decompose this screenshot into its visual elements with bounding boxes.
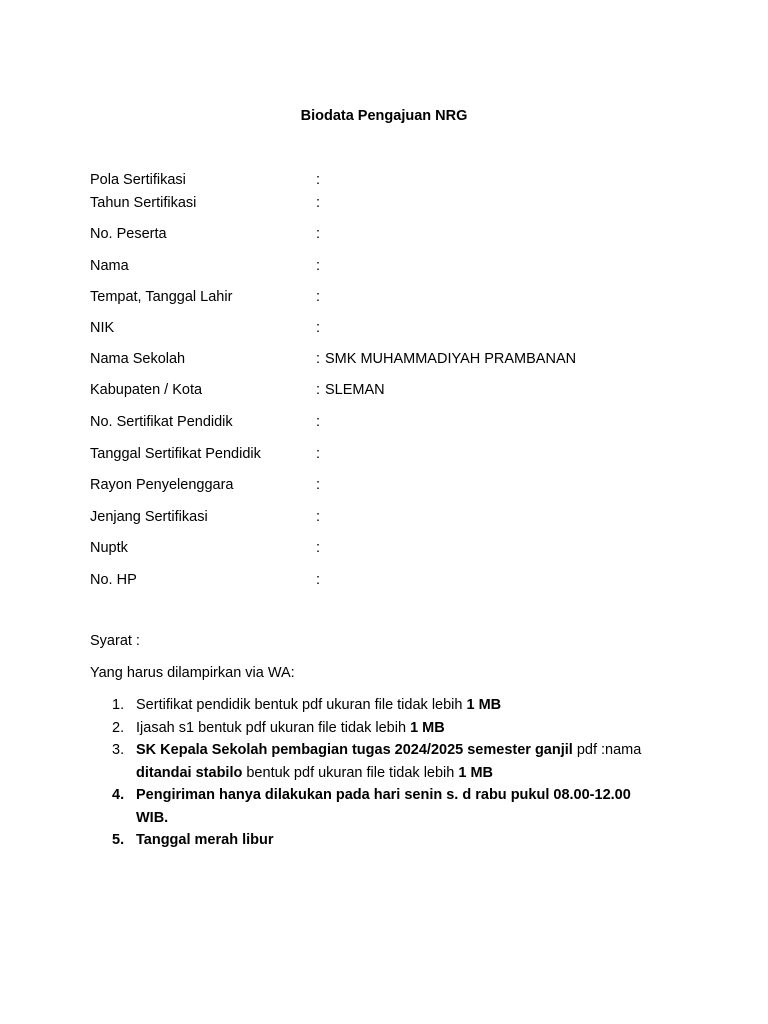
field-label: Tanggal Sertifikat Pendidik [90, 446, 261, 462]
field-colon: : [316, 477, 321, 493]
field-label: Nama Sekolah [90, 351, 186, 367]
list-item-bold: 1 MB [466, 697, 502, 713]
list-item-bold: Pengiriman hanya dilakukan pada hari senin s. d rabu pukul 08.00-12.00 [136, 787, 631, 803]
requirements-heading: Syarat : [90, 633, 140, 649]
list-item-bold: 1 MB [458, 764, 494, 781]
field-colon: : [316, 258, 321, 274]
field-label: No. HP [90, 572, 137, 588]
field-label: Tempat, Tanggal Lahir [90, 289, 233, 305]
field-kabupaten-kota [90, 380, 690, 400]
field-rayon-penyelenggara [90, 475, 690, 495]
list-item-number: 1. [112, 697, 125, 713]
field-colon: : [316, 446, 321, 462]
field-nama-sekolah [90, 349, 690, 369]
list-item-text: pdf :nama [572, 742, 642, 758]
field-colon: : [316, 414, 321, 430]
field-nama [90, 256, 690, 276]
field-value: SLEMAN [325, 382, 385, 398]
field-pola-sertifikasi [90, 170, 690, 190]
list-item-bold: WIB. [136, 809, 169, 826]
requirements-intro: Yang harus dilampirkan via WA: [90, 665, 295, 681]
field-colon: : [316, 351, 321, 367]
field-colon: : [316, 572, 321, 588]
list-item-text: Ijasah s1 bentuk pdf ukuran file tidak lebih [136, 719, 411, 736]
field-label: No. Sertifikat Pendidik [90, 414, 233, 430]
field-nik [90, 318, 690, 338]
field-label: Kabupaten / Kota [90, 382, 203, 398]
list-item-bold: SK Kepala Sekolah pembagian tugas 2024/2025 semester ganjil [136, 742, 573, 758]
field-label: Rayon Penyelenggara [90, 477, 234, 493]
field-label: Pola Sertifikasi [90, 172, 186, 188]
list-item [90, 739, 690, 784]
field-label: Jenjang Sertifikasi [90, 509, 208, 525]
list-item-bold: ditandai stabilo [136, 764, 243, 781]
list-item-number: 5. [112, 832, 125, 848]
list-item-number: 4. [112, 787, 125, 803]
field-label: Nama [90, 258, 129, 274]
field-label: Tahun Sertifikasi [90, 195, 197, 211]
list-item-text: bentuk pdf ukuran file tidak lebih [242, 764, 459, 781]
list-item [90, 829, 690, 852]
field-colon: : [316, 226, 321, 242]
list-item-text: Sertifikat pendidik bentuk pdf ukuran file tidak lebih [136, 697, 467, 713]
list-item-bold: 1 MB [410, 719, 445, 736]
field-no-hp [90, 570, 690, 590]
list-item-number: 3. [112, 742, 125, 758]
field-value: SMK MUHAMMADIYAH PRAMBANAN [325, 351, 577, 367]
field-colon: : [316, 540, 321, 556]
list-item [90, 717, 690, 740]
field-colon: : [316, 382, 321, 398]
field-tanggal-sertifikat-pendidik [90, 444, 690, 464]
field-tempat-tanggal-lahir [90, 287, 690, 307]
field-colon: : [316, 195, 321, 211]
field-colon: : [316, 509, 321, 525]
document-title: Biodata Pengajuan NRG [300, 108, 468, 124]
field-label: NIK [90, 320, 115, 336]
field-colon: : [316, 320, 321, 336]
field-no-sertifikat-pendidik [90, 412, 690, 432]
list-item [90, 694, 690, 717]
field-colon: : [316, 289, 321, 305]
list-item-number: 2. [112, 719, 125, 736]
field-colon: : [316, 172, 321, 188]
field-no-peserta [90, 224, 690, 244]
requirements-list [90, 694, 690, 852]
field-nuptk [90, 538, 690, 558]
field-jenjang-sertifikasi [90, 507, 690, 527]
list-item-bold: Tanggal merah libur [136, 832, 274, 848]
field-tahun-sertifikasi [90, 193, 690, 213]
list-item [90, 784, 690, 829]
field-label: Nuptk [90, 540, 128, 556]
field-label: No. Peserta [90, 226, 167, 242]
